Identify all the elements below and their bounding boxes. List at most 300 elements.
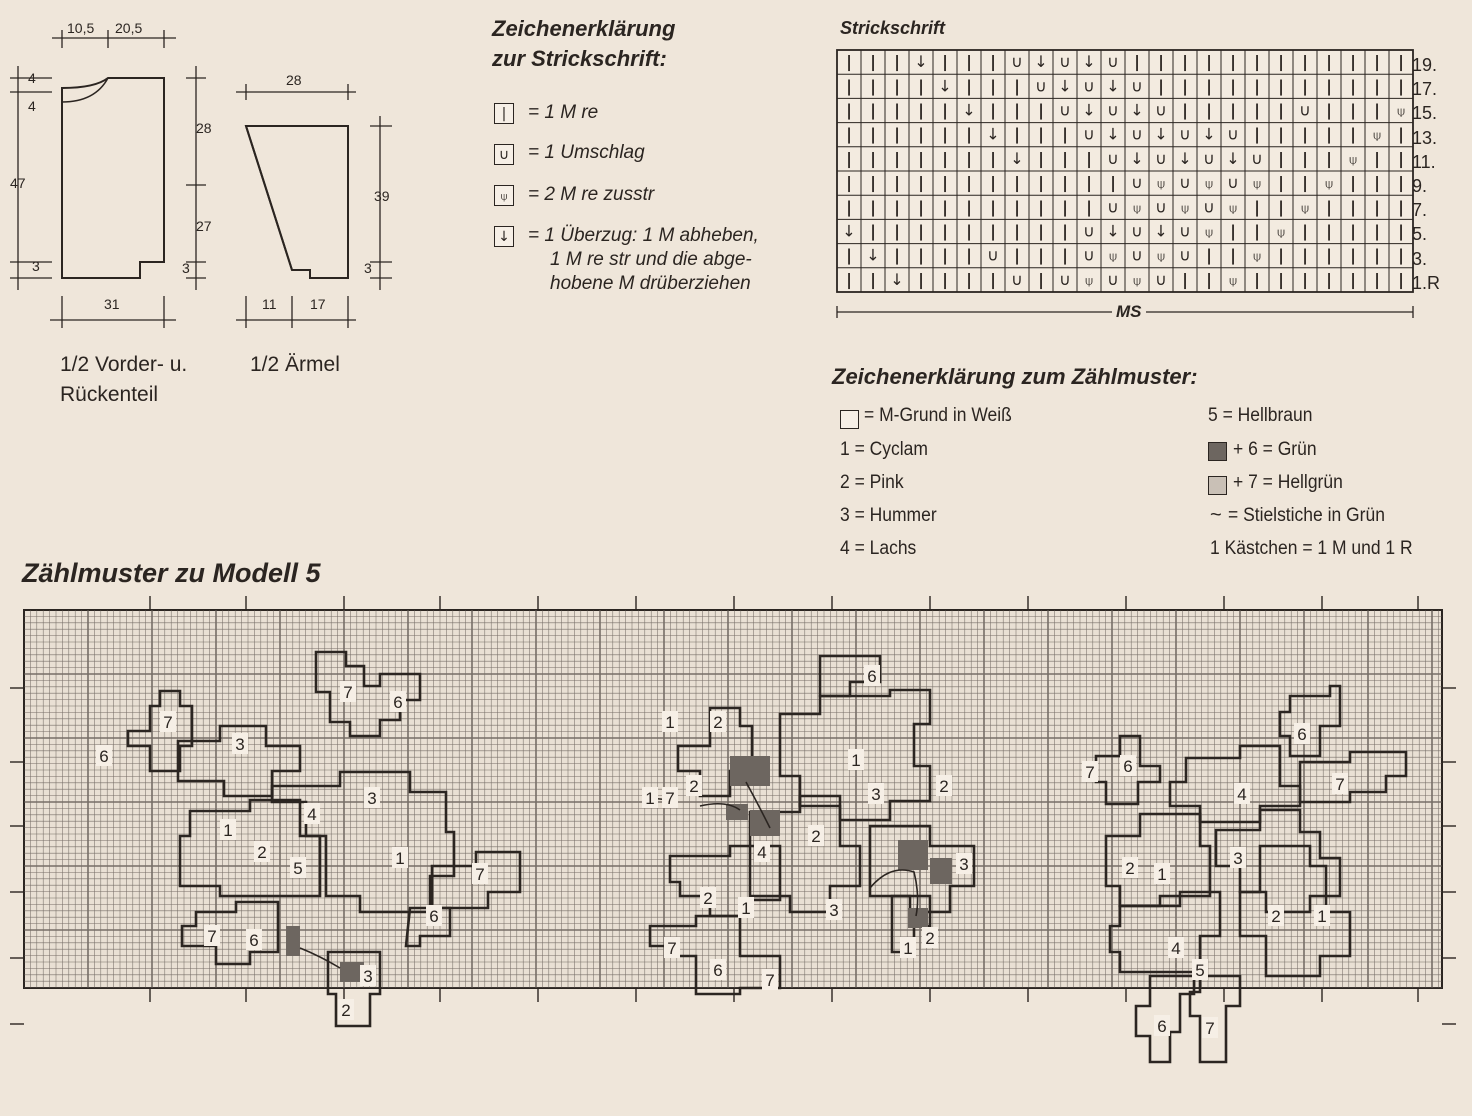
yarn-over-cell: ∪ bbox=[1203, 197, 1215, 217]
color-number-label: 1 bbox=[1317, 907, 1327, 926]
knit-cell: | bbox=[1014, 124, 1020, 144]
knit-cell: | bbox=[1302, 221, 1308, 241]
knit-cell: | bbox=[1302, 148, 1308, 168]
skpo-cell: ↓ bbox=[986, 124, 1000, 144]
color-number-label: 7 bbox=[207, 927, 217, 946]
color-number-label: 7 bbox=[475, 865, 485, 884]
k2tog-cell: ⍦ bbox=[1133, 273, 1141, 289]
knit-cell: | bbox=[846, 269, 852, 289]
knit-cell: | bbox=[1326, 245, 1332, 265]
knit-cell: | bbox=[1278, 76, 1284, 96]
color-number-label: 1 bbox=[645, 789, 655, 808]
yarn-over-cell: ∪ bbox=[1083, 221, 1095, 241]
knit-cell: | bbox=[1230, 52, 1236, 72]
knit-cell: | bbox=[1398, 221, 1404, 241]
yarn-over-cell: ∪ bbox=[1227, 124, 1239, 144]
skpo-cell: ↓ bbox=[962, 100, 976, 120]
row-label: 11. bbox=[1412, 151, 1436, 172]
knit-cell: | bbox=[966, 221, 972, 241]
knit-cell: | bbox=[894, 100, 900, 120]
knit-cell: | bbox=[1254, 124, 1260, 144]
knit-cell: | bbox=[846, 52, 852, 72]
knit-cell: | bbox=[1302, 245, 1308, 265]
knit-cell: | bbox=[870, 221, 876, 241]
knit-cell: | bbox=[1110, 173, 1116, 193]
k2tog-cell: ⍦ bbox=[1253, 177, 1261, 193]
yarn-over-cell: ∪ bbox=[1203, 148, 1215, 168]
yarn-over-cell: ∪ bbox=[1083, 76, 1095, 96]
knit-cell: | bbox=[1086, 148, 1092, 168]
legend-hummer: 3 = Hummer bbox=[840, 505, 937, 526]
skpo-cell: ↓ bbox=[938, 76, 952, 96]
yarn-over-cell: ∪ bbox=[1299, 100, 1311, 120]
knit-cell: | bbox=[1278, 148, 1284, 168]
yarn-over-cell: ∪ bbox=[1059, 100, 1071, 120]
color-number-label: 1 bbox=[223, 821, 233, 840]
knit-cell: | bbox=[870, 269, 876, 289]
color-number-label: 3 bbox=[367, 789, 377, 808]
stitch-row-labels bbox=[1412, 53, 1440, 295]
legend-yarn-over: = 1 Umschlag bbox=[528, 142, 645, 163]
yarn-over-cell: ∪ bbox=[1011, 269, 1023, 289]
knit-cell: | bbox=[990, 148, 996, 168]
knit-cell: | bbox=[1398, 269, 1404, 289]
knit-cell: | bbox=[846, 197, 852, 217]
sleeve-caption: 1/2 Ärmel bbox=[250, 353, 340, 376]
skpo-cell: ↓ bbox=[1058, 76, 1072, 96]
color-number-label: 4 bbox=[1171, 939, 1181, 958]
dim-shoulder-width: 20,5 bbox=[115, 20, 143, 36]
dim-neck-depth-1: 4 bbox=[28, 70, 36, 86]
knit-cell: | bbox=[870, 148, 876, 168]
knit-cell: | bbox=[1350, 76, 1356, 96]
legend-hellgruen: + 7 = Hellgrün bbox=[1233, 472, 1343, 493]
color-number-label: 1 bbox=[851, 751, 861, 770]
knit-cell: | bbox=[1398, 124, 1404, 144]
color-number-label: 2 bbox=[703, 889, 713, 908]
ms-label: MS bbox=[1112, 302, 1146, 322]
k2tog-cell: ⍦ bbox=[1397, 104, 1405, 120]
row-label: 17. bbox=[1412, 79, 1438, 100]
knit-cell: | bbox=[1374, 76, 1380, 96]
yarn-over-cell: ∪ bbox=[1059, 269, 1071, 289]
color-number-label: 2 bbox=[341, 1001, 351, 1020]
legend-cyclam: 1 = Cyclam bbox=[840, 439, 928, 460]
knit-cell: | bbox=[990, 52, 996, 72]
row-label: 15. bbox=[1412, 103, 1438, 124]
green-fill bbox=[908, 908, 928, 928]
knit-cell: | bbox=[1374, 245, 1380, 265]
color-legend-title: Zeichenerklärung zum Zählmuster: bbox=[832, 364, 1198, 389]
skpo-cell: ↓ bbox=[1154, 221, 1168, 241]
yarn-over-cell: ∪ bbox=[1107, 100, 1119, 120]
color-number-label: 6 bbox=[99, 747, 109, 766]
knit-cell: | bbox=[966, 52, 972, 72]
k2tog-cell: ⍦ bbox=[1205, 177, 1213, 193]
yarn-over-cell: ∪ bbox=[1155, 197, 1167, 217]
knit-cell: | bbox=[1302, 269, 1308, 289]
knit-cell: | bbox=[1350, 173, 1356, 193]
knit-cell: | bbox=[942, 148, 948, 168]
yarn-over-cell: ∪ bbox=[1131, 76, 1143, 96]
knit-cell: | bbox=[846, 245, 852, 265]
yarn-over-cell: ∪ bbox=[1251, 148, 1263, 168]
knit-cell: | bbox=[942, 269, 948, 289]
knit-cell: | bbox=[1278, 173, 1284, 193]
dim-neck-depth-2: 4 bbox=[28, 98, 36, 114]
dim-armhole-height: 28 bbox=[196, 120, 212, 136]
yarn-over-cell: ∪ bbox=[1155, 269, 1167, 289]
knit-cell: | bbox=[1230, 221, 1236, 241]
knit-cell: | bbox=[1398, 76, 1404, 96]
yarn-over-cell: ∪ bbox=[1155, 100, 1167, 120]
green-fill bbox=[730, 756, 770, 786]
k2tog-cell: ⍦ bbox=[1373, 128, 1381, 144]
legend-knit: = 1 M re bbox=[528, 102, 599, 123]
color-number-label: 2 bbox=[689, 777, 699, 796]
knit-cell: | bbox=[1350, 124, 1356, 144]
knit-cell: | bbox=[1278, 100, 1284, 120]
green-fill bbox=[898, 840, 928, 870]
knit-cell: | bbox=[1374, 148, 1380, 168]
yarn-over-icon: ∪ bbox=[494, 144, 514, 165]
stitch-chart-title: Strickschrift bbox=[840, 18, 946, 38]
skpo-cell: ↓ bbox=[1154, 124, 1168, 144]
knit-cell: | bbox=[1014, 100, 1020, 120]
green-fill bbox=[726, 804, 748, 820]
knit-cell: | bbox=[918, 173, 924, 193]
legend-box-unit: 1 Kästchen = 1 M und 1 R bbox=[1210, 538, 1413, 559]
knit-cell: | bbox=[1254, 269, 1260, 289]
knit-cell: | bbox=[942, 52, 948, 72]
yarn-over-cell: ∪ bbox=[1035, 76, 1047, 96]
knit-cell: | bbox=[1398, 148, 1404, 168]
color-number-label: 2 bbox=[925, 929, 935, 948]
knit-cell: | bbox=[1062, 173, 1068, 193]
count-chart-title: Zählmuster zu Modell 5 bbox=[22, 558, 321, 588]
color-number-label: 7 bbox=[1335, 775, 1345, 794]
legend-skpo: = 1 Überzug: 1 M abheben, 1 M re str und die abge- hobene M drüberziehen bbox=[528, 225, 759, 294]
skpo-cell: ↓ bbox=[1082, 52, 1096, 72]
knit-cell: | bbox=[1086, 197, 1092, 217]
knit-cell: | bbox=[1254, 100, 1260, 120]
yarn-over-cell: ∪ bbox=[1107, 269, 1119, 289]
yarn-over-cell: ∪ bbox=[1131, 124, 1143, 144]
skpo-cell: ↓ bbox=[1106, 221, 1120, 241]
skpo-cell: ↓ bbox=[1034, 52, 1048, 72]
legend-stem-stitch: = Stielstiche in Grün bbox=[1228, 505, 1385, 526]
dim-sleeve-top: 28 bbox=[286, 72, 302, 88]
stitch-legend-title: Zeichenerklärung zur Strickschrift: bbox=[492, 16, 676, 71]
dim-body-height: 47 bbox=[10, 175, 26, 191]
knit-cell: | bbox=[1350, 245, 1356, 265]
color-number-label: 6 bbox=[1123, 757, 1133, 776]
color-number-label: 6 bbox=[393, 693, 403, 712]
front-back-caption: 1/2 Vorder- u. Rückenteil bbox=[60, 353, 188, 406]
knit-cell: | bbox=[1398, 197, 1404, 217]
knit-cell: | bbox=[966, 148, 972, 168]
knit-cell: | bbox=[846, 148, 852, 168]
color-number-label: 7 bbox=[667, 939, 677, 958]
legend-base-white: = M-Grund in Weiß bbox=[864, 405, 1012, 426]
knit-cell: | bbox=[870, 173, 876, 193]
skpo-cell: ↓ bbox=[1106, 76, 1120, 96]
knit-cell: | bbox=[966, 197, 972, 217]
color-number-label: 7 bbox=[765, 971, 775, 990]
knit-cell: | bbox=[1062, 197, 1068, 217]
yarn-over-cell: ∪ bbox=[1083, 245, 1095, 265]
k2tog-cell: ⍦ bbox=[1181, 201, 1189, 217]
knit-cell: | bbox=[1206, 76, 1212, 96]
color-number-label: 7 bbox=[1085, 763, 1095, 782]
yarn-over-cell: ∪ bbox=[1011, 52, 1023, 72]
knit-cell: | bbox=[1038, 245, 1044, 265]
knit-cell: | bbox=[1398, 173, 1404, 193]
color-number-label: 3 bbox=[871, 785, 881, 804]
knit-cell: | bbox=[1014, 76, 1020, 96]
color-number-label: 3 bbox=[959, 855, 969, 874]
skpo-cell: ↓ bbox=[842, 221, 856, 241]
knit-cell: | bbox=[1158, 76, 1164, 96]
k2tog-icon: ⍦ bbox=[494, 185, 514, 206]
knit-cell: | bbox=[1014, 245, 1020, 265]
color-number-label: 5 bbox=[293, 859, 303, 878]
knit-cell: | bbox=[990, 173, 996, 193]
yarn-over-cell: ∪ bbox=[1107, 148, 1119, 168]
color-number-label: 6 bbox=[867, 667, 877, 686]
yarn-over-cell: ∪ bbox=[987, 245, 999, 265]
knit-cell: | bbox=[1230, 100, 1236, 120]
knit-cell: | bbox=[1374, 100, 1380, 120]
stitch-chart bbox=[836, 48, 1416, 328]
knit-cell: | bbox=[1326, 148, 1332, 168]
color-number-label: 2 bbox=[939, 777, 949, 796]
knit-cell: | bbox=[1254, 52, 1260, 72]
knit-cell: | bbox=[1038, 221, 1044, 241]
yarn-over-cell: ∪ bbox=[1107, 197, 1119, 217]
knit-cell: | bbox=[1278, 197, 1284, 217]
knit-cell: | bbox=[1278, 52, 1284, 72]
yarn-over-cell: ∪ bbox=[1131, 173, 1143, 193]
knit-cell: | bbox=[1350, 221, 1356, 241]
knit-cell: | bbox=[1374, 52, 1380, 72]
knit-cell: | bbox=[1326, 197, 1332, 217]
skpo-cell: ↓ bbox=[1130, 100, 1144, 120]
count-chart bbox=[10, 596, 1460, 1112]
dim-rib-height-right: 3 bbox=[182, 260, 190, 276]
knit-cell: | bbox=[1038, 197, 1044, 217]
dim-rib-height: 3 bbox=[32, 258, 40, 274]
knit-cell: | bbox=[1062, 245, 1068, 265]
knit-cell: | bbox=[870, 124, 876, 144]
k2tog-cell: ⍦ bbox=[1133, 201, 1141, 217]
knit-cell: | bbox=[894, 124, 900, 144]
row-label: 5. bbox=[1412, 224, 1428, 245]
color-number-label: 3 bbox=[235, 735, 245, 754]
k2tog-cell: ⍦ bbox=[1085, 273, 1093, 289]
light-swatch-icon bbox=[1208, 476, 1227, 495]
knit-cell: | bbox=[870, 76, 876, 96]
knit-cell: | bbox=[1014, 221, 1020, 241]
yarn-over-cell: ∪ bbox=[1179, 245, 1191, 265]
knit-cell: | bbox=[1158, 52, 1164, 72]
k2tog-cell: ⍦ bbox=[1229, 201, 1237, 217]
knit-cell: | bbox=[1014, 173, 1020, 193]
knit-cell: | bbox=[846, 173, 852, 193]
knit-cell: | bbox=[1350, 197, 1356, 217]
legend-pink: 2 = Pink bbox=[840, 472, 904, 493]
knit-cell: | bbox=[942, 221, 948, 241]
knit-cell: | bbox=[1062, 124, 1068, 144]
legend-gruen: + 6 = Grün bbox=[1233, 439, 1317, 460]
color-number-label: 1 bbox=[395, 849, 405, 868]
knit-cell: | bbox=[990, 269, 996, 289]
color-number-label: 3 bbox=[829, 901, 839, 920]
knit-cell: | bbox=[942, 173, 948, 193]
yarn-over-cell: ∪ bbox=[1179, 221, 1191, 241]
knit-cell: | bbox=[942, 100, 948, 120]
knit-cell: | bbox=[894, 148, 900, 168]
knit-cell: | bbox=[942, 124, 948, 144]
color-number-label: 6 bbox=[1157, 1017, 1167, 1036]
knit-cell: | bbox=[870, 52, 876, 72]
knit-cell: | bbox=[1206, 245, 1212, 265]
knit-cell: | bbox=[1326, 124, 1332, 144]
k2tog-cell: ⍦ bbox=[1253, 249, 1261, 265]
row-label: 7. bbox=[1412, 200, 1428, 221]
k2tog-cell: ⍦ bbox=[1157, 177, 1165, 193]
color-number-label: 6 bbox=[429, 907, 439, 926]
knit-cell: | bbox=[1254, 221, 1260, 241]
color-number-label: 6 bbox=[249, 931, 259, 950]
green-fill bbox=[750, 810, 780, 836]
knit-cell: | bbox=[894, 197, 900, 217]
k2tog-cell: ⍦ bbox=[1349, 152, 1357, 168]
knit-cell: | bbox=[990, 197, 996, 217]
knit-cell: | bbox=[1398, 245, 1404, 265]
color-number-label: 4 bbox=[1237, 785, 1247, 804]
color-number-label: 7 bbox=[163, 713, 173, 732]
knit-cell: | bbox=[1374, 269, 1380, 289]
knit-cell: | bbox=[966, 124, 972, 144]
knit-symbol-icon: | bbox=[494, 103, 514, 124]
skpo-cell: ↓ bbox=[1010, 148, 1024, 168]
knit-cell: | bbox=[918, 100, 924, 120]
color-number-label: 1 bbox=[1157, 865, 1167, 884]
color-number-label: 1 bbox=[903, 939, 913, 958]
knit-cell: | bbox=[1134, 52, 1140, 72]
k2tog-cell: ⍦ bbox=[1301, 201, 1309, 217]
yarn-over-cell: ∪ bbox=[1131, 221, 1143, 241]
yarn-over-cell: ∪ bbox=[1155, 148, 1167, 168]
knit-cell: | bbox=[1278, 269, 1284, 289]
knit-cell: | bbox=[1278, 124, 1284, 144]
k2tog-cell: ⍦ bbox=[1205, 225, 1213, 241]
knit-cell: | bbox=[1278, 245, 1284, 265]
knit-cell: | bbox=[1062, 221, 1068, 241]
knit-cell: | bbox=[870, 197, 876, 217]
knit-cell: | bbox=[894, 245, 900, 265]
knit-cell: | bbox=[1230, 245, 1236, 265]
dim-sleeve-bottom-1: 11 bbox=[262, 296, 277, 312]
color-number-label: 1 bbox=[741, 899, 751, 918]
row-label: 9. bbox=[1412, 176, 1428, 197]
knit-cell: | bbox=[1254, 76, 1260, 96]
knit-cell: | bbox=[1350, 52, 1356, 72]
knit-cell: | bbox=[846, 76, 852, 96]
color-number-label: 6 bbox=[1297, 725, 1307, 744]
color-number-label: 7 bbox=[343, 683, 353, 702]
knit-cell: | bbox=[1302, 124, 1308, 144]
color-number-label: 4 bbox=[757, 843, 767, 862]
knit-cell: | bbox=[1374, 197, 1380, 217]
knit-cell: | bbox=[1326, 76, 1332, 96]
knit-cell: | bbox=[1326, 52, 1332, 72]
skpo-cell: ↓ bbox=[866, 245, 880, 265]
yarn-over-cell: ∪ bbox=[1131, 245, 1143, 265]
dim-sleeve-bottom-2: 17 bbox=[310, 296, 326, 312]
yarn-over-cell: ∪ bbox=[1107, 52, 1119, 72]
skpo-cell: ↓ bbox=[1082, 100, 1096, 120]
knit-cell: | bbox=[918, 197, 924, 217]
legend-hellbraun: 5 = Hellbraun bbox=[1208, 405, 1313, 426]
knit-cell: | bbox=[1302, 76, 1308, 96]
color-number-label: 2 bbox=[811, 827, 821, 846]
knit-cell: | bbox=[1062, 148, 1068, 168]
dim-body-width: 31 bbox=[104, 296, 120, 312]
skpo-cell: ↓ bbox=[1106, 124, 1120, 144]
color-number-label: 7 bbox=[1205, 1019, 1215, 1038]
dim-sleeve-rib: 3 bbox=[364, 260, 372, 276]
knit-cell: | bbox=[1374, 221, 1380, 241]
knit-cell: | bbox=[1398, 52, 1404, 72]
knit-cell: | bbox=[942, 245, 948, 265]
color-number-label: 7 bbox=[665, 789, 675, 808]
knit-cell: | bbox=[918, 76, 924, 96]
green-fill bbox=[286, 926, 300, 956]
skpo-cell: ↓ bbox=[890, 269, 904, 289]
knit-cell: | bbox=[1038, 148, 1044, 168]
knit-cell: | bbox=[1302, 52, 1308, 72]
knit-cell: | bbox=[1086, 173, 1092, 193]
knit-cell: | bbox=[966, 173, 972, 193]
knit-cell: | bbox=[1350, 100, 1356, 120]
row-label: 3. bbox=[1412, 248, 1428, 269]
knit-cell: | bbox=[1014, 197, 1020, 217]
knit-cell: | bbox=[1038, 100, 1044, 120]
color-number-label: 2 bbox=[1271, 907, 1281, 926]
color-number-label: 2 bbox=[257, 843, 267, 862]
knit-cell: | bbox=[1350, 269, 1356, 289]
knit-cell: | bbox=[846, 124, 852, 144]
knit-cell: | bbox=[966, 269, 972, 289]
knit-cell: | bbox=[918, 221, 924, 241]
color-number-label: 1 bbox=[665, 713, 675, 732]
knit-cell: | bbox=[1038, 269, 1044, 289]
knit-cell: | bbox=[1326, 100, 1332, 120]
knit-cell: | bbox=[1182, 52, 1188, 72]
knit-cell: | bbox=[990, 76, 996, 96]
stem-stitch-icon: ~ bbox=[1210, 504, 1222, 526]
knit-cell: | bbox=[1254, 197, 1260, 217]
k2tog-cell: ⍦ bbox=[1109, 249, 1117, 265]
knit-cell: | bbox=[918, 245, 924, 265]
color-number-label: 6 bbox=[713, 961, 723, 980]
skpo-icon: ↓ bbox=[494, 226, 514, 247]
dark-swatch-icon bbox=[1208, 442, 1227, 461]
knit-cell: | bbox=[1182, 269, 1188, 289]
knit-cell: | bbox=[990, 100, 996, 120]
